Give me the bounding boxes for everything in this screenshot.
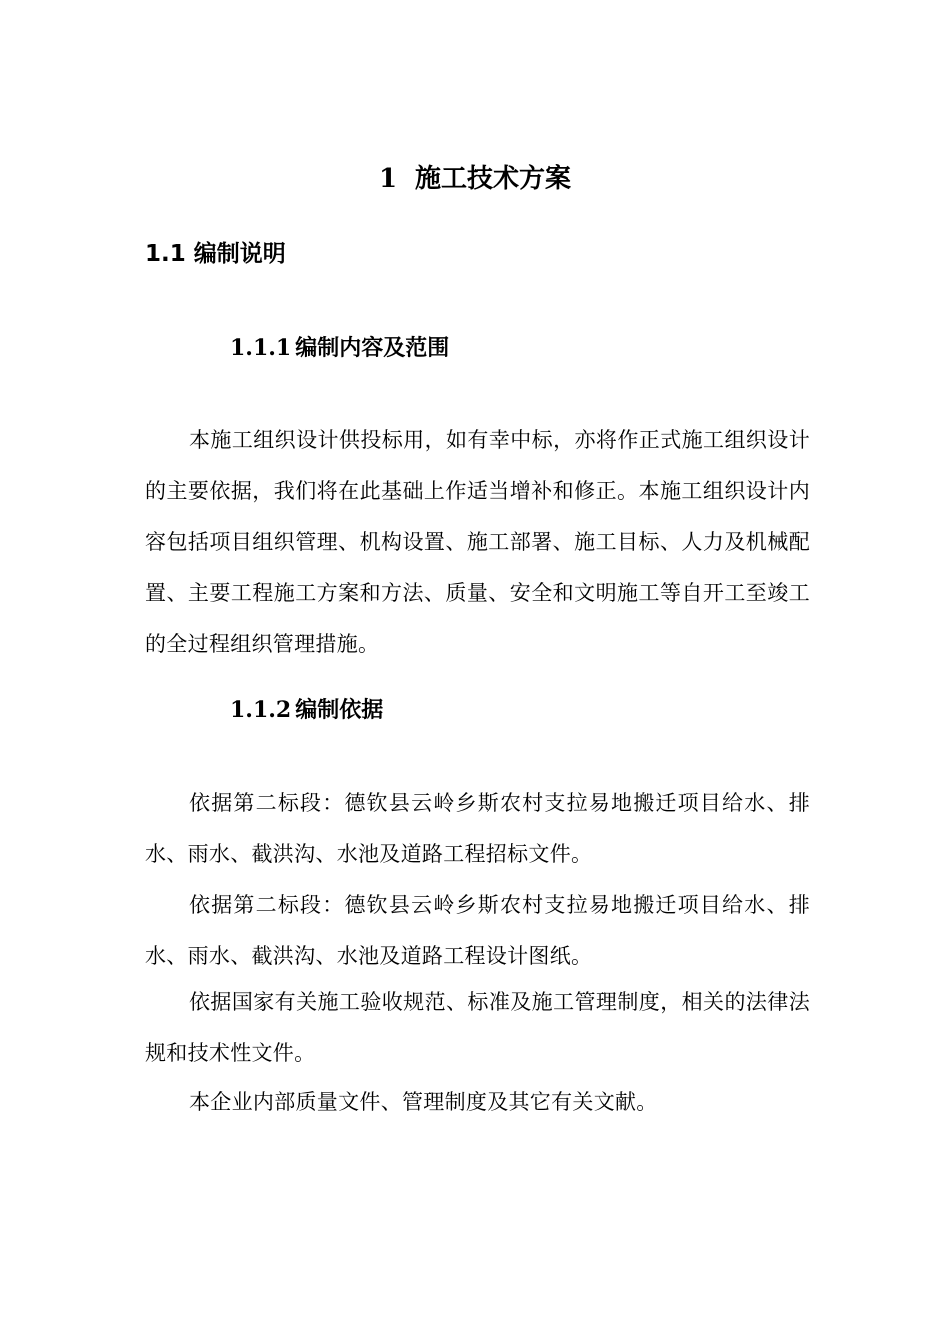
paragraph: 本企业内部质量文件、管理制度及其它有关文献。 <box>189 1090 658 1114</box>
chapter-heading <box>0 162 950 196</box>
chapter-title: 施工技术方案 <box>415 164 572 194</box>
subsection-title: 编制依据 <box>295 697 384 723</box>
paragraph: 依据第二标段：德钦县云岭乡斯农村支拉易地搬迁项目给水、排水、雨水、截洪沟、水池及道路工程招标文件。 <box>145 791 810 866</box>
subsection-heading-2 <box>230 695 383 725</box>
section-title: 编制说明 <box>193 241 286 267</box>
subsection-number: 1.1.1 <box>230 335 292 361</box>
section-heading <box>145 238 286 270</box>
section-number: 1.1 <box>145 241 186 267</box>
subsection-title: 编制内容及范围 <box>295 335 450 361</box>
subsection-heading-1 <box>230 333 449 363</box>
subsection-number: 1.1.2 <box>230 697 292 723</box>
paragraph: 依据国家有关施工验收规范、标准及施工管理制度，相关的法律法规和技术性文件。 <box>145 990 810 1065</box>
paragraph: 依据第二标段：德钦县云岭乡斯农村支拉易地搬迁项目给水、排水、雨水、截洪沟、水池及道路工程设计图纸。 <box>145 893 810 968</box>
chapter-number: 1 <box>378 164 398 194</box>
paragraph: 本施工组织设计供投标用，如有幸中标，亦将作正式施工组织设计的主要依据，我们将在此基础上作适当增补和修正。本施工组织设计内容包括项目组织管理、机构设置、施工部署、施工目标、人力及机械配置、主要工程施工方案和方法、质量、安全和文明施工等自开工至竣工的全过程组织管理措施。 <box>145 428 810 656</box>
